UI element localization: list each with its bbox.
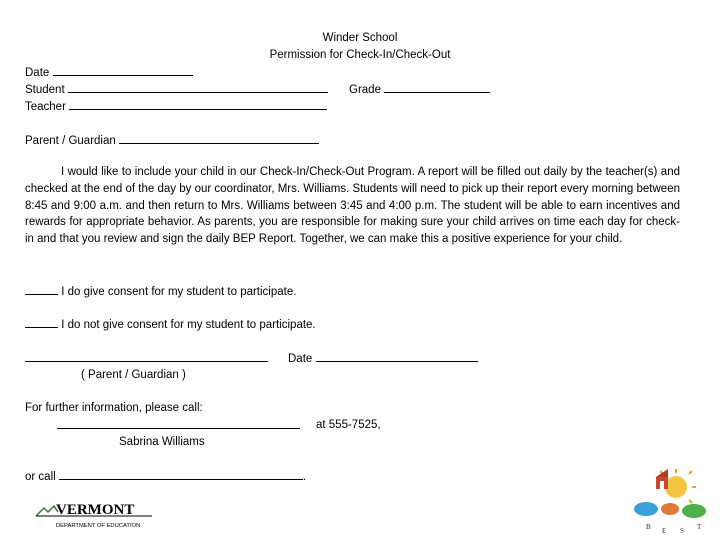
vermont-dept: DEPARTMENT OF EDUCATION bbox=[56, 523, 141, 529]
date-label: Date bbox=[25, 67, 50, 79]
consent-yes-option[interactable] bbox=[25, 284, 296, 299]
parent-blank[interactable] bbox=[119, 133, 319, 144]
or-call-field[interactable] bbox=[25, 469, 306, 484]
student-blank[interactable] bbox=[68, 82, 328, 93]
best-letter-e: E bbox=[662, 527, 667, 535]
vermont-wordmark: VERMONT bbox=[56, 502, 135, 518]
signature-caption: ( Parent / Guardian ) bbox=[81, 369, 186, 381]
contact-phone-field[interactable] bbox=[57, 418, 300, 433]
parent-label: Parent / Guardian bbox=[25, 135, 116, 147]
date-field[interactable] bbox=[25, 65, 193, 80]
form-title: Permission for Check-In/Check-Out bbox=[269, 49, 451, 61]
student-field[interactable] bbox=[25, 82, 328, 97]
or-call-period: . bbox=[302, 471, 307, 483]
signature-blank[interactable] bbox=[25, 351, 268, 362]
contact-intro: For further information, please call: bbox=[25, 402, 203, 414]
grade-label: Grade bbox=[349, 84, 381, 96]
teacher-field[interactable] bbox=[25, 99, 327, 114]
grade-blank[interactable] bbox=[384, 82, 490, 93]
teacher-label: Teacher bbox=[25, 101, 66, 113]
paragraph-text: I would like to include your child in our Check-In/Check-Out Program. A report will be filled out daily by the teacher(s) and checked at the end of the day by our coordinator, Mrs. Williams. Students will need to pick up their report every morning between 8:45 and 9:00 a.m. and then return to Mrs. Williams between 3:45 and 4:00 p.m. The student will be able to earn incentives and rewards for appropriate behavior. As parents, you are responsible for making sure your child arrives on time each day for check-in and that you review and sign the daily BEP Report. Together, we can make this a positive experience for your child. bbox=[25, 166, 680, 246]
best-letter-t: T bbox=[697, 523, 702, 531]
vermont-logo bbox=[34, 496, 154, 532]
school-name: Winder School bbox=[322, 32, 398, 44]
student-label: Student bbox=[25, 84, 65, 96]
consent-no-option[interactable] bbox=[25, 317, 316, 332]
or-call-label: or call bbox=[25, 471, 56, 483]
signature-date-label: Date bbox=[288, 353, 313, 365]
consent-yes-blank[interactable] bbox=[25, 284, 58, 295]
grade-field[interactable] bbox=[349, 82, 490, 97]
consent-no-label: I do not give consent for my student to participate. bbox=[61, 319, 316, 331]
contact-phone-blank[interactable] bbox=[57, 418, 300, 429]
best-logo bbox=[632, 463, 712, 538]
contact-name: Sabrina Williams bbox=[119, 436, 205, 448]
teacher-blank[interactable] bbox=[69, 99, 327, 110]
signature-date-field[interactable] bbox=[288, 351, 478, 366]
signature-field[interactable] bbox=[25, 351, 268, 366]
mountain-icon bbox=[36, 506, 58, 516]
or-call-blank[interactable] bbox=[59, 469, 303, 480]
date-blank[interactable] bbox=[53, 65, 193, 76]
best-letter-b: B bbox=[646, 523, 651, 531]
consent-no-blank[interactable] bbox=[25, 317, 58, 328]
best-letter-s: S bbox=[680, 527, 684, 535]
parent-field[interactable] bbox=[25, 133, 319, 148]
signature-date-blank[interactable] bbox=[316, 351, 478, 362]
program-description bbox=[25, 164, 680, 248]
hand-icon bbox=[634, 502, 706, 518]
consent-yes-label: I do give consent for my student to participate. bbox=[61, 286, 297, 298]
contact-phone-suffix: at 555-7525, bbox=[316, 419, 381, 431]
